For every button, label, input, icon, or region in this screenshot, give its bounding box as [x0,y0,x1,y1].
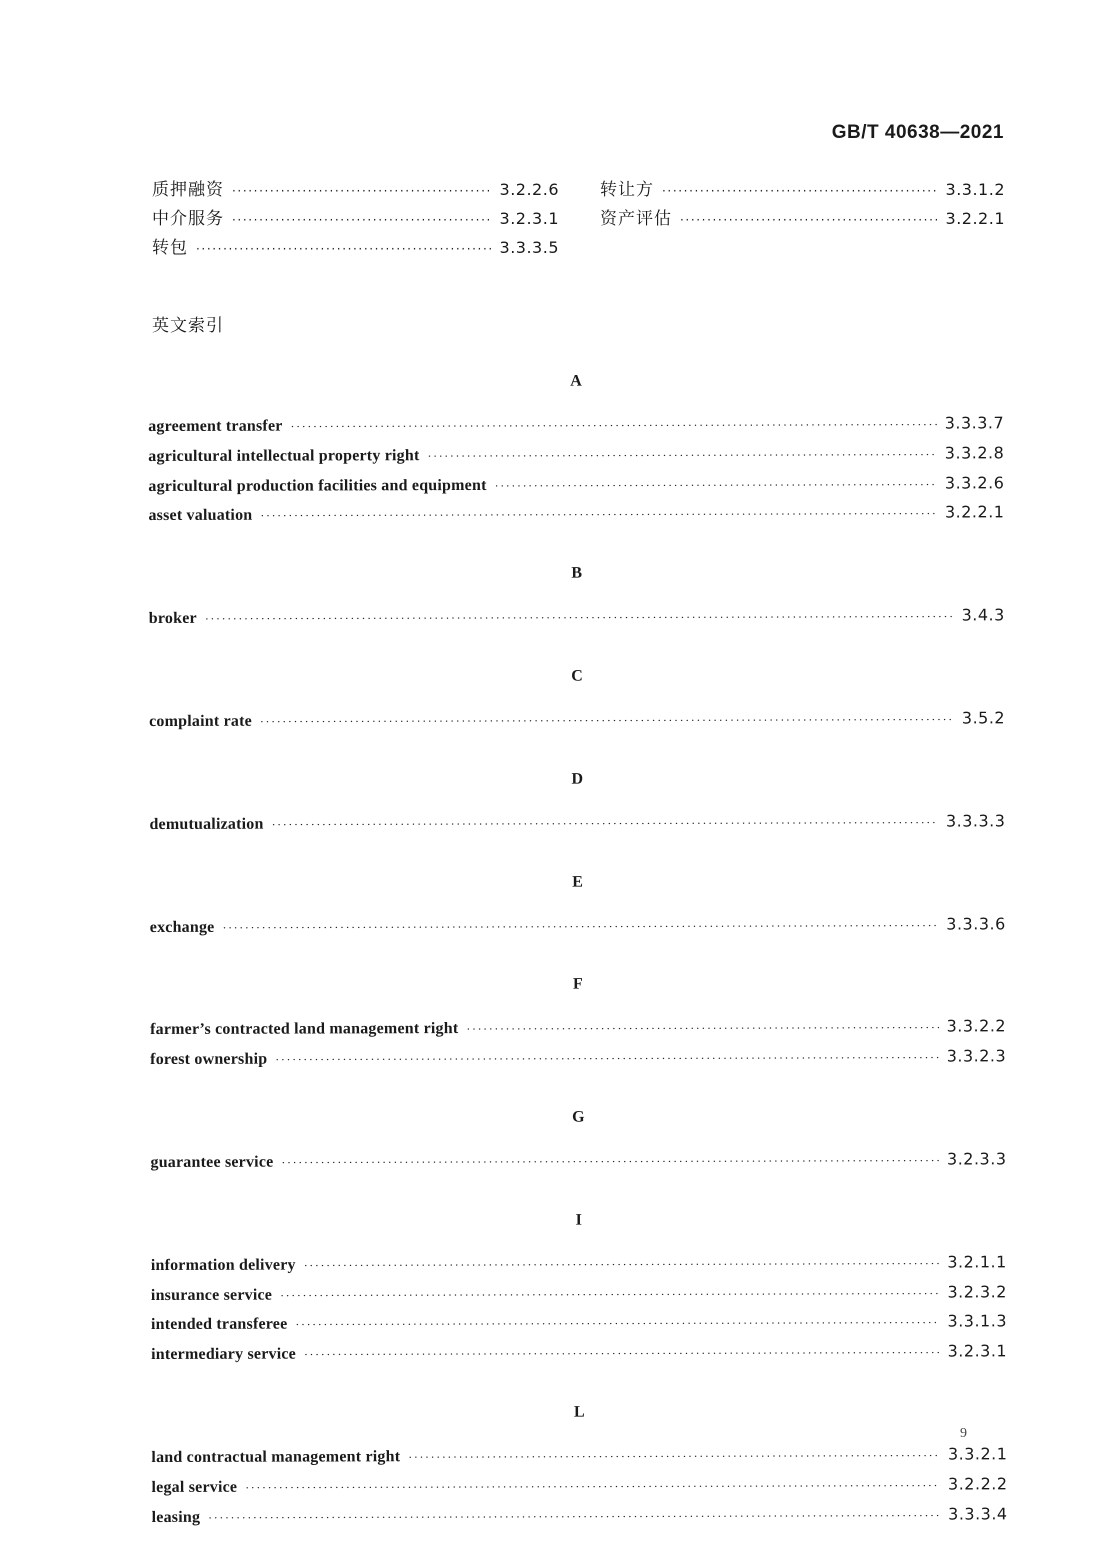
letter-heading: G [572,1108,585,1126]
index-ref: 3.5.2 [961,708,1006,728]
letter-heading: E [572,873,583,891]
dot-leader [466,1014,938,1045]
index-entry [148,408,1004,440]
dot-leader [295,1309,939,1341]
index-ref: 3.3.2.3 [946,1046,1007,1066]
index-term: insurance service [150,1286,273,1304]
index-term: exchange [149,918,215,936]
index-entry [152,1499,1008,1531]
index-term: 中介服务 [152,209,224,229]
index-entry [148,468,1004,500]
letter-group [149,660,1005,735]
letter-heading: C [571,667,583,685]
chinese-index [152,175,1005,262]
index-entry [149,600,1005,632]
index-entry [600,175,1005,204]
dot-leader [260,500,937,532]
index-ref: 3.3.2.8 [944,443,1005,463]
index-entry [151,1307,1007,1339]
index-term: leasing [151,1508,201,1526]
letter-heading: L [573,1403,585,1421]
letter-group [149,763,1005,838]
index-ref: 3.3.2.1 [947,1444,1008,1464]
dot-leader [232,206,492,235]
index-ref: 3.3.3.5 [499,238,559,257]
standard-code: GB/T 40638—2021 [831,122,1004,143]
index-entry [149,703,1005,735]
dot-leader [196,235,492,264]
letter-heading: D [571,770,584,788]
dot-leader [304,1339,940,1371]
index-term: 资产评估 [600,209,672,229]
index-ref: 3.3.3.4 [948,1503,1008,1524]
letter-group [150,866,1006,941]
index-term: intermediary service [151,1345,296,1364]
index-ref: 3.2.3.3 [946,1149,1007,1169]
letter-group [150,1101,1006,1176]
index-term: farmer’s contracted land management right [150,1020,459,1039]
index-term: 转包 [152,238,188,258]
dot-leader [291,411,937,443]
index-term: complaint rate [149,712,252,730]
index-entry [148,438,1004,470]
index-term: guarantee service [150,1153,274,1171]
index-term: information delivery [150,1256,296,1274]
index-term: intended transferee [150,1315,288,1334]
dot-leader [280,1279,939,1311]
letter-heading: F [573,976,583,994]
index-ref: 3.3.2.2 [946,1016,1007,1036]
index-term: agreement transfer [148,417,283,435]
index-ref: 3.2.1.1 [947,1252,1007,1272]
index-ref: 3.2.2.6 [499,180,559,199]
letter-heading: B [571,564,583,582]
dot-leader [680,206,938,235]
index-entry [151,1247,1007,1279]
letter-group [148,365,1005,530]
dot-leader [232,177,492,206]
dot-leader [408,1441,940,1472]
index-term: land contractual management right [151,1448,401,1466]
index-ref: 3.3.3.6 [946,913,1006,934]
dot-leader [427,440,936,471]
index-entry [152,204,559,233]
index-entry [600,204,1005,233]
index-entry [151,1439,1007,1471]
dot-leader [222,911,938,943]
dot-leader [208,1501,940,1533]
index-ref: 3.2.3.1 [499,209,559,228]
index-term: broker [148,610,197,628]
index-ref: 3.4.3 [961,605,1005,625]
dot-leader [662,177,938,206]
index-ref: 3.3.3.3 [945,811,1006,831]
index-term: asset valuation [148,507,253,525]
index-entry [148,498,1004,530]
dot-leader [495,470,937,501]
index-entry [152,233,559,262]
index-entry [151,1336,1007,1368]
index-ref: 3.2.2.2 [947,1474,1008,1494]
dot-leader [245,1471,940,1503]
index-term: 质押融资 [152,180,224,200]
index-ref: 3.2.3.1 [947,1341,1008,1361]
index-ref: 3.2.2.1 [945,209,1005,228]
index-entry [149,806,1005,838]
letter-group [151,1396,1007,1531]
index-entry [152,175,559,204]
index-term: agricultural intellectual property right [148,446,420,465]
letter-group [150,969,1006,1074]
index-term: demutualization [149,815,264,833]
index-ref: 3.3.1.3 [947,1311,1008,1331]
index-ref: 3.2.3.2 [947,1281,1007,1302]
dot-leader [272,808,938,840]
dot-leader [281,1146,939,1178]
dot-leader [260,705,954,737]
index-ref: 3.3.2.6 [944,472,1005,493]
index-entry [150,1012,1006,1044]
index-entry [150,909,1006,941]
index-entry [151,1277,1007,1309]
dot-leader [205,603,954,635]
english-index [148,365,1008,1531]
chinese-index-left-column [152,175,559,262]
chinese-index-right-column [600,175,1005,262]
page-number: 9 [960,1426,967,1441]
dot-leader [304,1249,940,1281]
letter-group [151,1204,1008,1369]
letter-heading: I [575,1211,582,1229]
index-ref: 3.3.3.7 [944,413,1005,433]
index-term: forest ownership [150,1050,268,1069]
letter-group [149,557,1005,632]
index-term: 转让方 [600,180,654,200]
letter-heading: A [570,372,582,390]
dot-leader [275,1044,938,1076]
index-ref: 3.3.1.2 [945,180,1005,199]
index-entry [150,1041,1006,1073]
index-ref: 3.2.2.1 [944,502,1005,522]
english-index-title: 英文索引 [152,316,224,336]
index-term: agricultural production facilities and equipment [148,476,487,495]
index-term: legal service [151,1478,238,1496]
index-entry [150,1144,1006,1176]
index-entry [151,1469,1007,1501]
